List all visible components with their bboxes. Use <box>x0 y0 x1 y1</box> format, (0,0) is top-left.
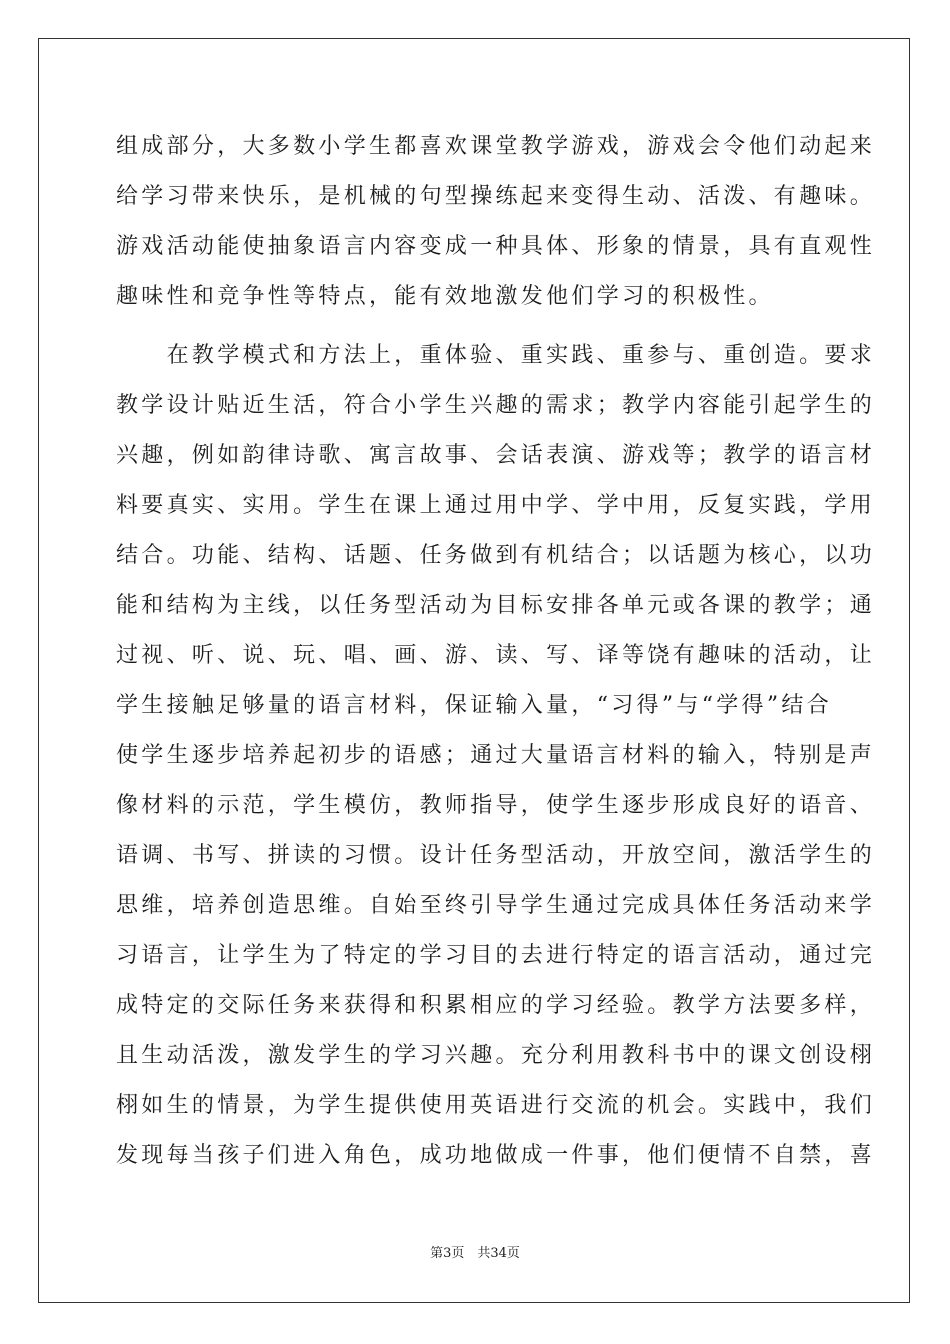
text-line: 像材料的示范，学生模仿，教师指导，使学生逐步形成良好的语音、 <box>116 793 876 818</box>
text-line: 游戏活动能使抽象语言内容变成一种具体、形象的情景，具有直观性 <box>116 234 876 259</box>
text-line: 习语言，让学生为了特定的学习目的去进行特定的语言活动，通过完 <box>116 943 876 968</box>
text-line: 栩如生的情景，为学生提供使用英语进行交流的机会。实践中，我们 <box>116 1093 876 1118</box>
text-line: 且生动活泼，激发学生的学习兴趣。充分利用教科书中的课文创设栩 <box>116 1043 876 1068</box>
page-footer <box>0 1244 950 1264</box>
text-line: 结合。功能、结构、话题、任务做到有机结合；以话题为核心，以功 <box>116 543 876 568</box>
text-line: 兴趣，例如韵律诗歌、寓言故事、会话表演、游戏等；教学的语言材 <box>116 443 876 468</box>
text-line: 语调、书写、拼读的习惯。设计任务型活动，开放空间，激活学生的 <box>116 843 876 868</box>
page-total: 共34页 <box>477 1246 520 1261</box>
page-number: 第3页 <box>430 1246 465 1261</box>
text-line: 给学习带来快乐，是机械的句型操练起来变得生动、活泼、有趣味。 <box>116 184 876 209</box>
text-line: 能和结构为主线，以任务型活动为目标安排各单元或各课的教学；通 <box>116 593 876 618</box>
text-line: 成特定的交际任务来获得和积累相应的学习经验。教学方法要多样， <box>116 993 876 1018</box>
text-line: 使学生逐步培养起初步的语感；通过大量语言材料的输入，特别是声 <box>116 743 876 768</box>
text-line: 学生接触足够量的语言材料，保证输入量，“习得”与“学得”结合 <box>116 693 832 718</box>
text-line: 组成部分，大多数小学生都喜欢课堂教学游戏，游戏会令他们动起来 <box>116 134 876 159</box>
text-line: 料要真实、实用。学生在课上通过用中学、学中用，反复实践，学用 <box>116 493 876 518</box>
text-line: 趣味性和竞争性等特点，能有效地激发他们学习的积极性。 <box>116 284 774 309</box>
text-line: 发现每当孩子们进入角色，成功地做成一件事，他们便情不自禁，喜 <box>116 1143 876 1168</box>
text-line: 在教学模式和方法上，重体验、重实践、重参与、重创造。要求 <box>116 343 876 368</box>
text-line: 教学设计贴近生活，符合小学生兴趣的需求；教学内容能引起学生的 <box>116 393 876 418</box>
text-line: 过视、听、说、玩、唱、画、游、读、写、译等饶有趣味的活动，让 <box>116 643 876 668</box>
text-line: 思维，培养创造思维。自始至终引导学生通过完成具体任务活动来学 <box>116 893 876 918</box>
body-text <box>116 122 876 1181</box>
